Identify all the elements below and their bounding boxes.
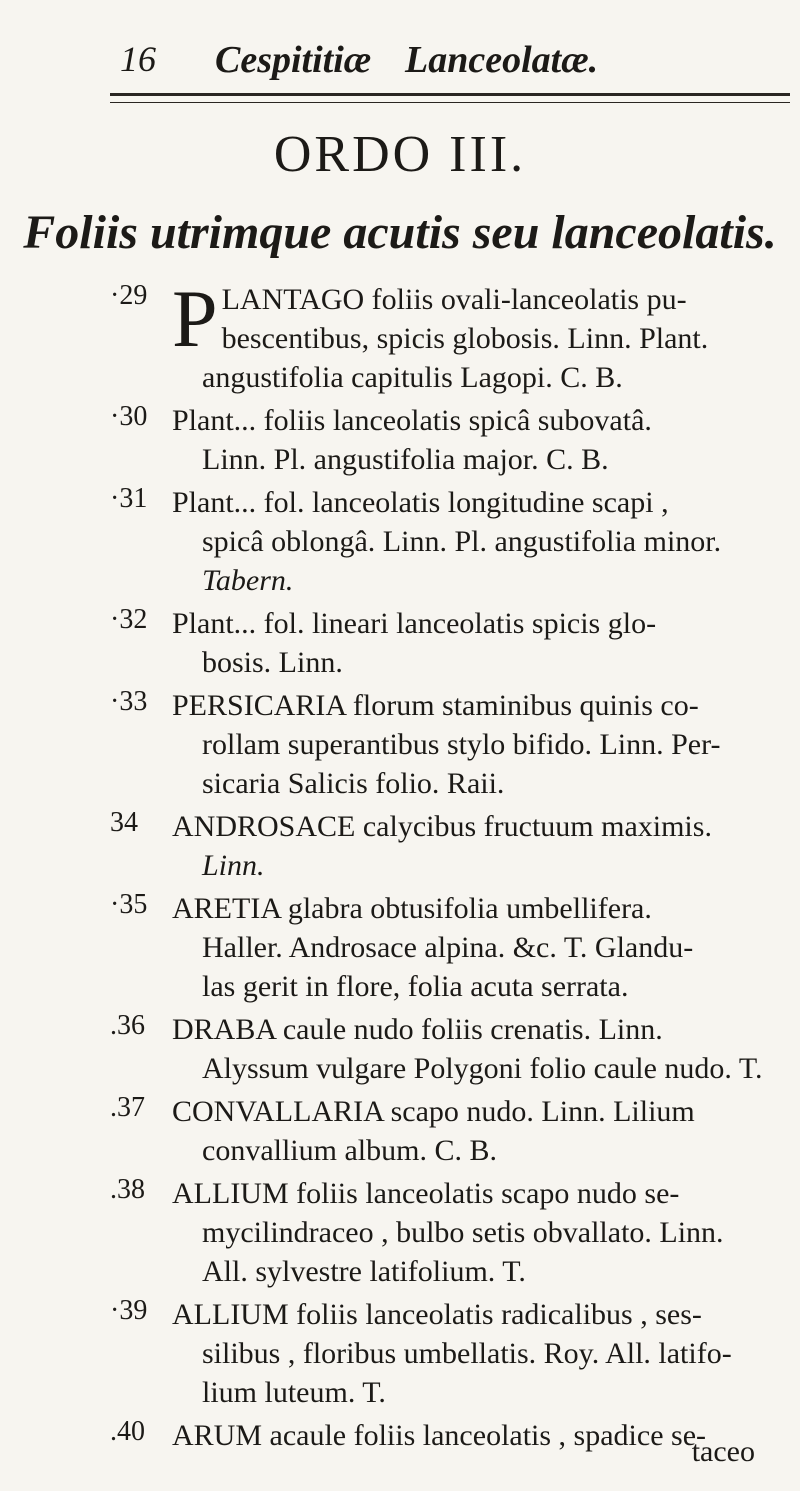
entry-line: mycilindraceo , bulbo setis obvallato. Linn. (202, 1216, 724, 1249)
list-item (0, 807, 800, 885)
entry-line: DRABA caule nudo foliis crenatis. Linn. (172, 1013, 663, 1046)
entry-line: Tabern. (202, 564, 294, 597)
entry-number: ·39 (110, 1295, 148, 1326)
entry-line: ARETIA glabra obtusifolia umbellifera. (172, 892, 652, 925)
running-title-1: Cespititiæ (215, 39, 372, 81)
entry-line: Plant... foliis lanceolatis spicâ subovatâ. (172, 404, 652, 437)
entry-number: .36 (110, 1010, 145, 1041)
list-item (0, 401, 800, 479)
list-item (0, 1416, 800, 1455)
section-heading: ORDO III. (273, 126, 527, 183)
entry-number: ·33 (110, 686, 148, 717)
entry-line: PERSICARIA florum staminibus quinis co- (172, 689, 699, 722)
entry-line: All. sylvestre latifolium. T. (202, 1255, 526, 1288)
entry-line: LANTAGO foliis ovali-lanceolatis pu- (221, 283, 687, 316)
entry-line: ARUM acaule foliis lanceolatis , spadice se- (172, 1419, 706, 1452)
running-header (0, 38, 800, 88)
list-item (0, 1010, 800, 1088)
entry-line: sicaria Salicis folio. Raii. (202, 767, 505, 800)
entry-number: .37 (110, 1092, 145, 1123)
list-item (0, 1295, 800, 1412)
page-number: 16 (120, 39, 156, 79)
entry-line: Plant... fol. lineari lanceolatis spicis glo- (172, 607, 657, 640)
entry-line: spicâ oblongâ. Linn. Pl. angustifolia minor. (202, 525, 722, 558)
entry-line: ALLIUM foliis lanceolatis radicalibus , ses- (172, 1298, 702, 1331)
entry-line: Alyssum vulgare Polygoni folio caule nudo. T. (202, 1052, 763, 1085)
list-item (0, 604, 800, 682)
drop-cap: P (172, 273, 218, 364)
entry-number: ·29 (110, 280, 148, 311)
entry-line: angustifolia capitulis Lagopi. C. B. (202, 361, 623, 394)
entry-line: Linn. Pl. angustifolia major. C. B. (202, 443, 609, 476)
entry-line: lium luteum. T. (202, 1376, 386, 1409)
entry-number: ·32 (110, 604, 148, 635)
entry-line: Haller. Androsace alpina. &c. T. Glandu- (202, 931, 694, 964)
list-item (0, 686, 800, 803)
entry-number: ·31 (110, 483, 148, 514)
entry-number: ·35 (110, 889, 148, 920)
header-rule (110, 93, 790, 103)
catchword: taceo (691, 1435, 755, 1468)
entry-line: las gerit in flore, folia acuta serrata. (202, 970, 629, 1003)
list-item (0, 889, 800, 1006)
entry-line: bescentibus, spicis globosis. Linn. Plant. (221, 322, 709, 355)
list-item (0, 273, 800, 397)
species-list (0, 273, 800, 1459)
entry-line: rollam superantibus stylo bifido. Linn. Per- (202, 728, 721, 761)
entry-line: CONVALLARIA scapo nudo. Linn. Lilium (172, 1095, 695, 1128)
entry-number: 34 (110, 807, 138, 838)
entry-line: ALLIUM foliis lanceolatis scapo nudo se- (172, 1177, 680, 1210)
entry-number: .38 (110, 1174, 145, 1205)
list-item (0, 1092, 800, 1170)
entry-line: convallium album. C. B. (202, 1134, 497, 1167)
entry-line: ANDROSACE calycibus fructuum maximis. (172, 810, 712, 843)
list-item (0, 1174, 800, 1291)
entry-number: .40 (110, 1416, 145, 1447)
entry-line: Linn. (202, 849, 265, 882)
section-subtitle: Foliis utrimque acutis seu lanceolatis. (23, 206, 777, 259)
running-title-2: Lanceolatæ. (405, 39, 599, 81)
entry-number: ·30 (110, 401, 148, 432)
entry-line: bosis. Linn. (202, 646, 343, 679)
entry-line: silibus , floribus umbellatis. Roy. All. latifo- (202, 1337, 732, 1370)
entry-line: Plant... fol. lanceolatis longitudine scapi , (172, 486, 669, 519)
list-item (0, 483, 800, 600)
